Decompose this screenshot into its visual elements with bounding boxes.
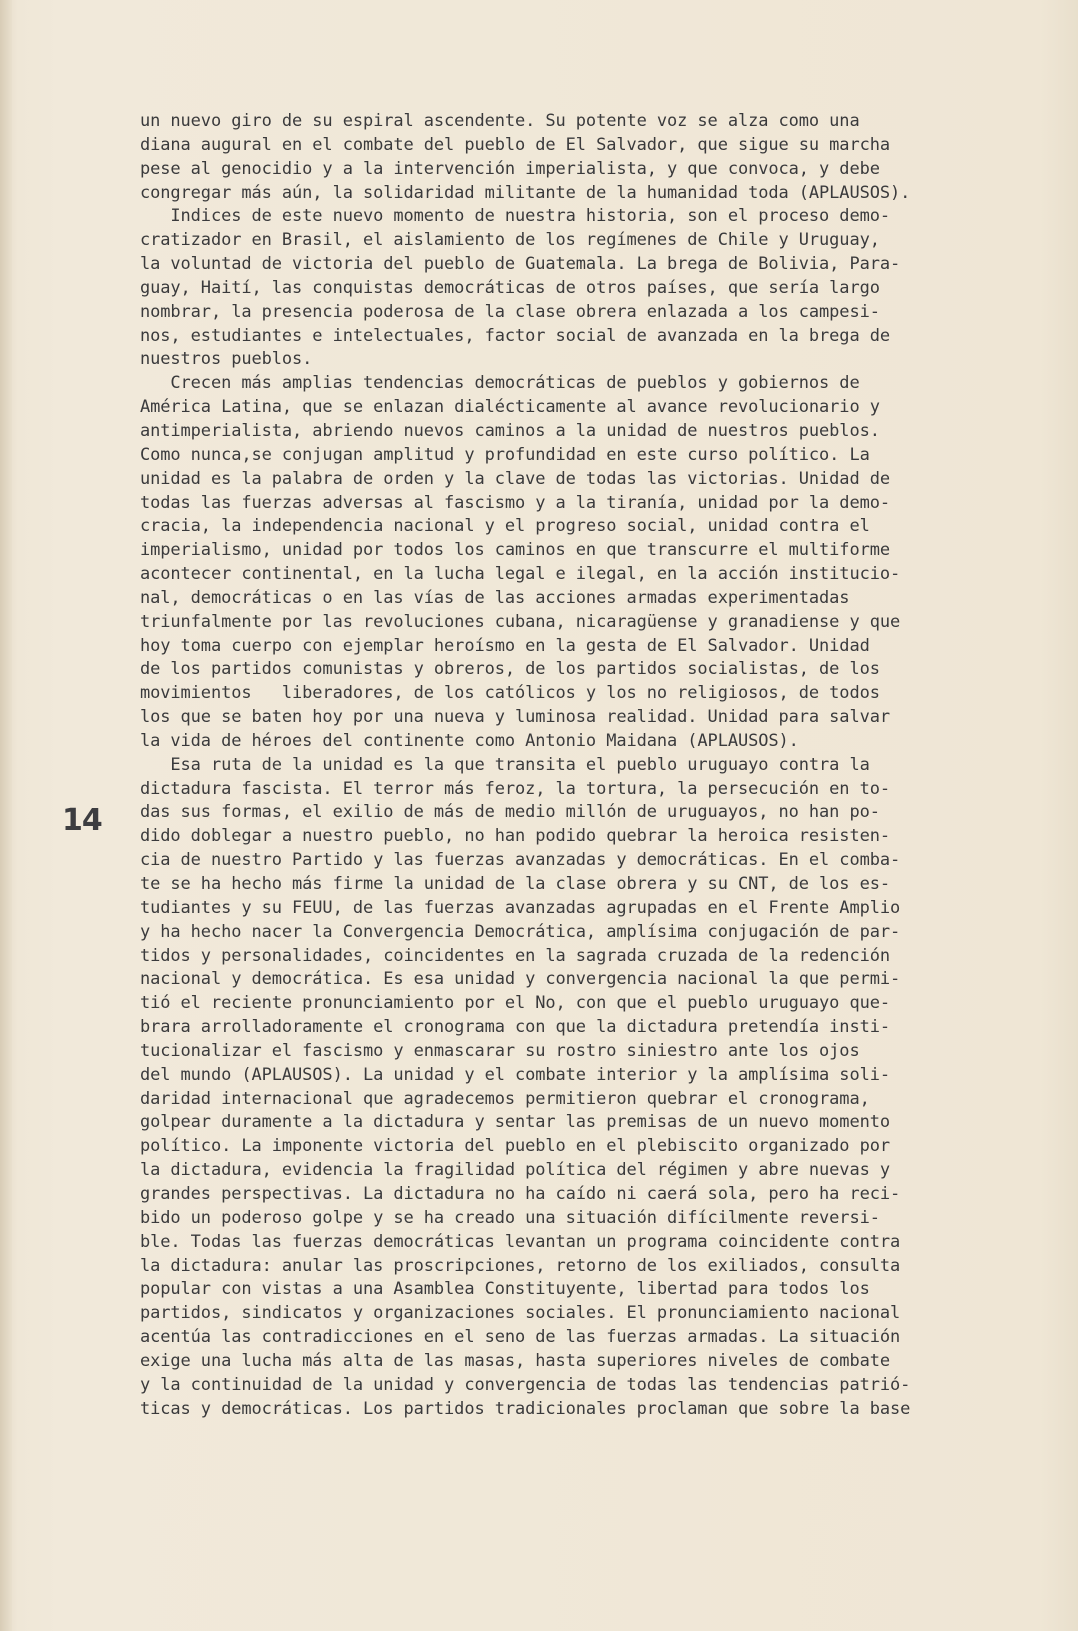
text-line: la vida de héroes del continente como Antonio Maidana (APLAUSOS). bbox=[140, 730, 799, 751]
text-line: cratizador en Brasil, el aislamiento de los regímenes de Chile y Uruguay, bbox=[140, 230, 880, 251]
text-line: la voluntad de victoria del pueblo de Guatemala. La brega de Bolivia, Para- bbox=[140, 254, 901, 275]
text-line: golpear duramente a la dictadura y sentar las premisas de un nuevo momento bbox=[140, 1112, 890, 1133]
body-text bbox=[140, 110, 1056, 1421]
text-line: tió el reciente pronunciamiento por el No, con que el pueblo uruguayo que- bbox=[140, 993, 890, 1014]
text-line: Crecen más amplias tendencias democráticas de pueblos y gobiernos de bbox=[140, 373, 860, 394]
text-line: acentúa las contradicciones en el seno de las fuerzas armadas. La situación bbox=[140, 1327, 901, 1348]
text-line: cia de nuestro Partido y las fuerzas avanzadas y democráticas. En el comba- bbox=[140, 850, 901, 871]
text-line: hoy toma cuerpo con ejemplar heroísmo en la gesta de El Salvador. Unidad bbox=[140, 635, 870, 656]
text-line: pese al genocidio y a la intervención imperialista, y que convoca, y debe bbox=[140, 158, 880, 179]
text-line: Indices de este nuevo momento de nuestra historia, son el proceso demo- bbox=[140, 206, 890, 227]
text-line: bido un poderoso golpe y se ha creado una situación difícilmente reversi- bbox=[140, 1207, 880, 1228]
text-line: la dictadura, evidencia la fragilidad política del régimen y abre nuevas y bbox=[140, 1160, 890, 1181]
text-line: ticas y democráticas. Los partidos tradicionales proclaman que sobre la base bbox=[140, 1398, 911, 1419]
text-line: congregar más aún, la solidaridad militante de la humanidad toda (APLAUSOS). bbox=[140, 182, 911, 203]
text-line: triunfalmente por las revoluciones cubana, nicaragüense y granadiense y que bbox=[140, 611, 901, 632]
text-line: grandes perspectivas. La dictadura no ha caído ni caerá sola, pero ha reci- bbox=[140, 1183, 901, 1204]
text-line: nuestros pueblos. bbox=[140, 349, 313, 370]
text-line: das sus formas, el exilio de más de medio millón de uruguayos, no han po- bbox=[140, 802, 880, 823]
text-line: un nuevo giro de su espiral ascendente. Su potente voz se alza como una bbox=[140, 111, 860, 131]
text-line: tucionalizar el fascismo y enmascarar su rostro siniestro ante los ojos bbox=[140, 1040, 860, 1061]
text-line: antimperialista, abriendo nuevos caminos a la unidad de nuestros pueblos. bbox=[140, 420, 880, 441]
page-edge bbox=[0, 0, 12, 1631]
text-line: político. La imponente victoria del pueblo en el plebiscito organizado por bbox=[140, 1136, 890, 1157]
text-line: tidos y personalidades, coincidentes en la sagrada cruzada de la redención bbox=[140, 945, 890, 966]
text-line: partidos, sindicatos y organizaciones sociales. El pronunciamiento nacional bbox=[140, 1303, 901, 1324]
text-line: brara arrolladoramente el cronograma con que la dictadura pretendía insti- bbox=[140, 1017, 890, 1038]
text-line: dictadura fascista. El terror más feroz, la tortura, la persecución en to- bbox=[140, 778, 890, 799]
text-line: nal, democráticas o en las vías de las acciones armadas experimentadas bbox=[140, 587, 850, 608]
text-line: todas las fuerzas adversas al fascismo y a la tiranía, unidad por la demo- bbox=[140, 492, 890, 513]
text-line: daridad internacional que agradecemos permitieron quebrar el cronograma, bbox=[140, 1088, 870, 1109]
text-line: dido doblegar a nuestro pueblo, no han podido quebrar la heroica resisten- bbox=[140, 826, 890, 847]
text-line: nos, estudiantes e intelectuales, factor social de avanzada en la brega de bbox=[140, 325, 890, 346]
text-line: América Latina, que se enlazan dialécticamente al avance revolucionario y bbox=[140, 397, 880, 418]
text-line: acontecer continental, en la lucha legal e ilegal, en la acción institucio- bbox=[140, 564, 901, 585]
text-line: Esa ruta de la unidad es la que transita el pueblo uruguayo contra la bbox=[140, 754, 870, 775]
text-line: tudiantes y su FEUU, de las fuerzas avanzadas agrupadas en el Frente Amplio bbox=[140, 897, 901, 918]
text-line: exige una lucha más alta de las masas, hasta superiores niveles de combate bbox=[140, 1350, 890, 1371]
text-line: te se ha hecho más firme la unidad de la clase obrera y su CNT, de los es- bbox=[140, 874, 890, 894]
text-line: los que se baten hoy por una nueva y luminosa realidad. Unidad para salvar bbox=[140, 707, 890, 728]
text-line: popular con vistas a una Asamblea Constituyente, libertad para todos los bbox=[140, 1279, 870, 1300]
text-line: y ha hecho nacer la Convergencia Democrática, amplísima conjugación de par- bbox=[140, 921, 901, 942]
text-line: del mundo (APLAUSOS). La unidad y el combate interior y la amplísima soli- bbox=[140, 1064, 890, 1085]
text-line: movimientos liberadores, de los católicos y los no religiosos, de todos bbox=[140, 683, 880, 704]
text-line: Como nunca,se conjugan amplitud y profundidad en este curso político. La bbox=[140, 444, 870, 465]
text-line: cracia, la independencia nacional y el progreso social, unidad contra el bbox=[140, 516, 870, 537]
text-line: de los partidos comunistas y obreros, de los partidos socialistas, de los bbox=[140, 659, 880, 680]
text-line: y la continuidad de la unidad y convergencia de todas las tendencias patrió- bbox=[140, 1374, 911, 1395]
page-number: 14 bbox=[62, 803, 102, 838]
text-line: la dictadura: anular las proscripciones, retorno de los exiliados, consulta bbox=[140, 1255, 901, 1276]
text-line: guay, Haití, las conquistas democráticas de otros países, que sería largo bbox=[140, 277, 880, 298]
text-line: imperialismo, unidad por todos los caminos en que transcurre el multiforme bbox=[140, 540, 890, 561]
text-line: ble. Todas las fuerzas democráticas levantan un programa coincidente contra bbox=[140, 1231, 901, 1252]
text-line: nacional y democrática. Es esa unidad y convergencia nacional la que permi- bbox=[140, 969, 901, 990]
text-line: nombrar, la presencia poderosa de la clase obrera enlazada a los campesi- bbox=[140, 301, 880, 322]
text-line: unidad es la palabra de orden y la clave de todas las victorias. Unidad de bbox=[140, 468, 890, 489]
text-line: diana augural en el combate del pueblo de El Salvador, que sigue su marcha bbox=[140, 134, 890, 155]
